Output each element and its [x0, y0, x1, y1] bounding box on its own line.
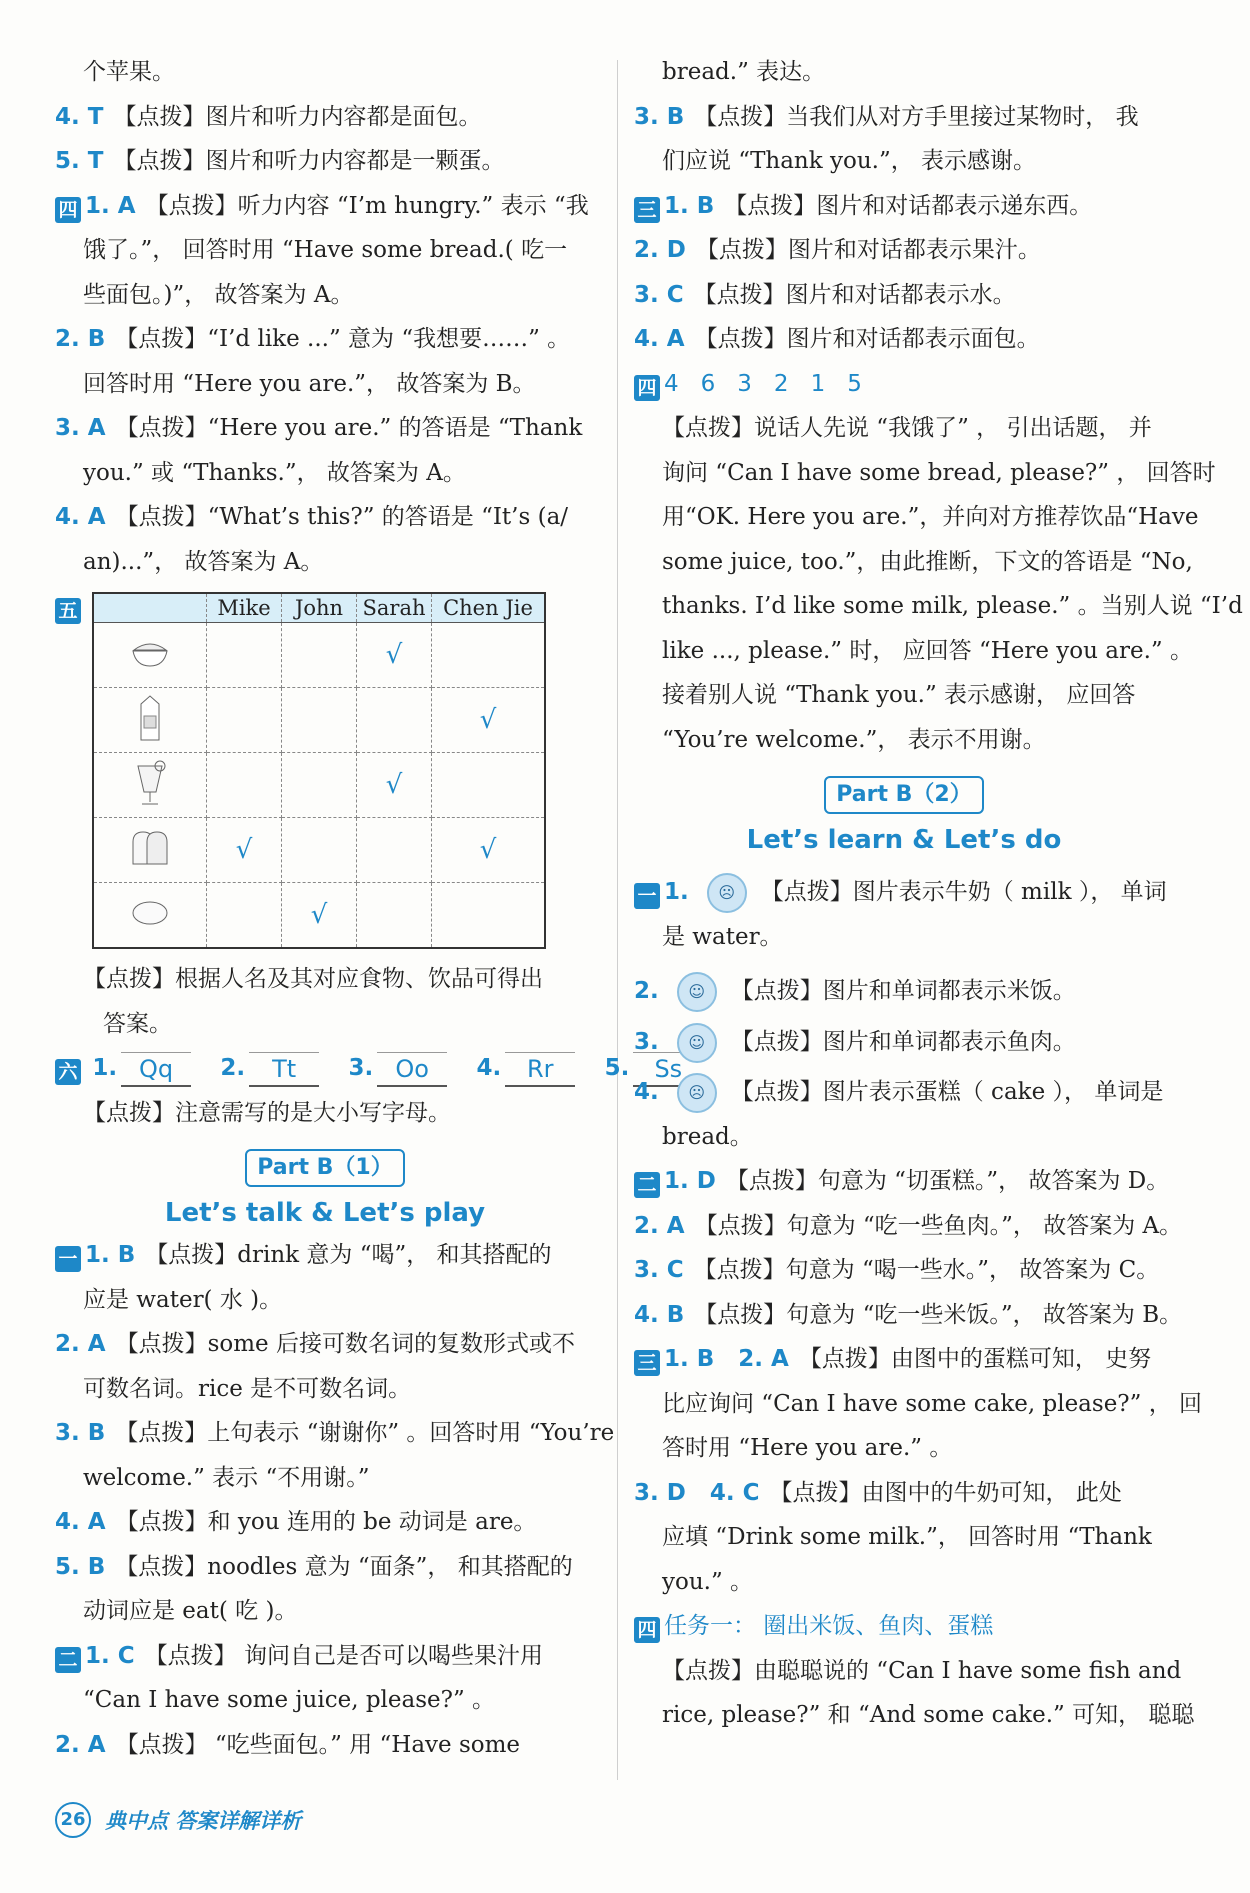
- table-cell: √: [207, 818, 282, 883]
- table-row: [93, 818, 545, 883]
- egg-icon: [93, 883, 207, 949]
- text-line: 【点拨】注意需写的是大小写字母。: [83, 1099, 451, 1126]
- table-cell: [282, 623, 357, 688]
- table-row: [93, 753, 545, 818]
- text-line: 们应说 “Thank you.”， 表示感谢。: [662, 148, 1037, 174]
- order-answer: 4 6 3 2 1 5: [664, 370, 862, 397]
- text-line: 答时用 “Here you are.” 。: [662, 1435, 953, 1461]
- text-line: “You’re welcome.”， 表示不用谢。: [662, 726, 1046, 753]
- text-line: 【点拨】图片和听力内容都是面包。: [113, 103, 482, 130]
- table-row: [93, 883, 545, 949]
- table-cell: √: [282, 883, 357, 949]
- answer-number: 5. B: [55, 1553, 106, 1580]
- text-line: 【点拨】图片表示牛奶（ milk ）， 单词: [760, 879, 1167, 905]
- section-badge: 二: [634, 1172, 660, 1198]
- table-cell: [357, 818, 432, 883]
- handwritten-letters: Tt: [249, 1052, 319, 1087]
- text-line: 【点拨】图片和对话都表示果汁。: [695, 237, 1041, 263]
- table-cell: [432, 883, 546, 949]
- table-cell: [432, 753, 546, 818]
- column-divider: [617, 60, 618, 1780]
- text-line: bread.” 表达。: [662, 59, 826, 85]
- table-cell: [207, 623, 282, 688]
- handwritten-letters: Ss: [633, 1052, 703, 1087]
- text-line: you.” 或 “Thanks.”， 故答案为 A。: [83, 459, 466, 486]
- table-row: [93, 623, 545, 688]
- text-line: an)...”， 故答案为 A。: [83, 548, 324, 575]
- answer-number: 3. B: [634, 103, 685, 130]
- text-line: 【点拨】“I’d like ...” 意为 “我想要……” 。: [115, 326, 571, 352]
- section-badge: 四: [634, 1617, 660, 1643]
- table-cell: [357, 883, 432, 949]
- text-line: 可数名词。rice 是不可数名词。: [83, 1375, 412, 1402]
- text-line: 【点拨】“Here you are.” 的答语是 “Thank: [115, 415, 583, 441]
- section-badge: 六: [55, 1059, 81, 1085]
- text-line: 【点拨】图片和单词都表示鱼肉。: [730, 1028, 1076, 1055]
- section-badge: 四: [634, 375, 660, 401]
- answer-number: 4. T: [55, 103, 104, 130]
- text-line: 些面包。)”， 故答案为 A。: [83, 281, 354, 308]
- answer-number: 3.: [634, 1028, 659, 1055]
- text-line: “Can I have some juice, please?” 。: [83, 1687, 496, 1713]
- text-line: 是 water。: [662, 923, 783, 950]
- text-line: you.” 。: [662, 1568, 754, 1595]
- answer-number: 3. A: [55, 415, 106, 441]
- text-line: 【点拨】图片和听力内容都是一颗蛋。: [113, 148, 505, 174]
- text-line: 【点拨】当我们从对方手里接过某物时， 我: [694, 103, 1139, 130]
- table-header-cell: John: [282, 593, 357, 623]
- section-badge: 三: [634, 1350, 660, 1376]
- text-line: 【点拨】由聪聪说的 “Can I have some fish and: [662, 1657, 1182, 1684]
- answer-number: 2.: [220, 1055, 246, 1081]
- text-line: 个苹果。: [83, 59, 175, 85]
- table-cell: [282, 818, 357, 883]
- page-number: 26: [55, 1802, 91, 1838]
- answer-number: 4. B: [634, 1301, 685, 1328]
- part-label: Part B（1）: [245, 1149, 404, 1187]
- text-line: 动词应是 eat( 吃 )。: [83, 1598, 298, 1624]
- answer-number: 3. C: [634, 281, 684, 308]
- text-line: 【点拨】句意为 “喝一些水。”， 故答案为 C。: [693, 1257, 1160, 1283]
- answer-number: 5.: [604, 1055, 630, 1081]
- table-header-cell: Chen Jie: [432, 593, 546, 623]
- text-line: 【点拨】由图中的牛奶可知， 此处: [769, 1479, 1122, 1506]
- answer-number: 1. B: [664, 192, 715, 219]
- answer-number: 4. A: [55, 504, 106, 530]
- text-line: 【点拨】句意为 “吃一些米饭。”， 故答案为 B。: [694, 1301, 1183, 1328]
- table-header-cell: Sarah: [357, 593, 432, 623]
- answer-number: 2. D: [634, 237, 686, 263]
- table-header-cell: [93, 593, 207, 623]
- answer-number: 4.: [634, 1079, 659, 1105]
- table-cell: √: [357, 753, 432, 818]
- answer-number: 3. B: [55, 1420, 106, 1446]
- text-line: 比应询问 “Can I have some cake, please?” ， 回: [662, 1390, 1203, 1417]
- section-badge: 五: [55, 598, 81, 624]
- answer-number: 1. C: [85, 1642, 135, 1669]
- section-badge: 三: [634, 197, 660, 223]
- table-cell: √: [357, 623, 432, 688]
- handwritten-letters: Oo: [377, 1052, 447, 1087]
- sad-face-icon: ☹: [707, 873, 747, 913]
- brand-label: 典中点 答案详解详析: [105, 1809, 302, 1833]
- table-cell: √: [432, 688, 546, 753]
- text-line: 【点拨】drink 意为 “喝”， 和其搭配的: [145, 1242, 552, 1268]
- text-line: 用“OK. Here you are.”，并向对方推荐饮品“Have: [662, 504, 1199, 530]
- text-line: 【点拨】说话人先说 “我饿了” ， 引出话题， 并: [662, 415, 1152, 441]
- happy-face-icon: ☺: [677, 972, 717, 1012]
- answer-number: 2. A: [55, 1731, 106, 1758]
- part-label: Part B（2）: [824, 776, 983, 814]
- rice-bowl-icon: [93, 623, 207, 688]
- text-line: 【点拨】“What’s this?” 的答语是 “It’s (a/: [115, 504, 569, 530]
- text-line: 答案。: [103, 1010, 172, 1037]
- answer-number: 1.: [92, 1055, 118, 1081]
- answer-number: 1. B: [85, 1242, 136, 1268]
- answer-number: 1. B 2. A: [664, 1346, 789, 1372]
- sad-face-icon: ☹: [677, 1073, 717, 1113]
- table-cell: √: [432, 818, 546, 883]
- answer-number: 2. B: [55, 326, 106, 352]
- table-cell: [207, 688, 282, 753]
- text-line: 应是 water( 水 )。: [83, 1286, 283, 1313]
- answer-number: 2. A: [634, 1212, 685, 1239]
- text-line: 【点拨】上句表示 “谢谢你” 。回答时用 “You’re: [115, 1420, 615, 1446]
- text-line: 饿了。”， 回答时用 “Have some bread.( 吃一: [83, 237, 568, 263]
- table-header-cell: Mike: [207, 593, 282, 623]
- text-line: 接着别人说 “Thank you.” 表示感谢， 应回答: [662, 682, 1136, 708]
- text-line: 【点拨】图片和对话都表示面包。: [694, 326, 1040, 352]
- table-cell: [357, 688, 432, 753]
- table-cell: [282, 753, 357, 818]
- answer-number: 4. A: [55, 1509, 106, 1535]
- table-cell: [207, 883, 282, 949]
- section-badge: 一: [634, 883, 660, 909]
- text-line: 【点拨】noodles 意为 “面条”， 和其搭配的: [115, 1553, 573, 1580]
- table-cell: [207, 753, 282, 818]
- text-line: thanks. I’d like some milk, please.” 。当别人说 “I’d: [662, 593, 1243, 619]
- answer-number: 5. T: [55, 148, 104, 174]
- answer-number: 3.: [348, 1055, 374, 1081]
- text-line: 【点拨】图片表示蛋糕（ cake ）， 单词是: [730, 1079, 1164, 1105]
- answer-number: 3. C: [634, 1257, 684, 1283]
- text-line: welcome.” 表示 “不用谢。”: [83, 1464, 370, 1491]
- text-line: 【点拨】根据人名及其对应食物、饮品可得出: [83, 966, 543, 992]
- happy-face-icon: ☺: [677, 1023, 717, 1063]
- answer-number: 1. D: [664, 1168, 716, 1194]
- part-title: Let’s learn & Let’s do: [746, 825, 1062, 855]
- answer-number: 1. A: [85, 192, 136, 219]
- text-line: 【点拨】和 you 连用的 be 动词是 are。: [115, 1509, 537, 1535]
- text-line: 应填 “Drink some milk.”， 回答时用 “Thank: [662, 1524, 1152, 1550]
- right-column: [634, 50, 1243, 1738]
- bread-icon: [93, 818, 207, 883]
- text-line: bread。: [662, 1123, 753, 1150]
- text-line: 【点拨】图片和单词都表示米饭。: [730, 978, 1076, 1004]
- task-heading: 任务一： 圈出米饭、鱼肉、蛋糕: [664, 1613, 994, 1639]
- answer-number: 1.: [664, 879, 689, 905]
- text-line: 【点拨】 询问自己是否可以喝些果汁用: [144, 1642, 543, 1669]
- page-footer: [55, 1800, 301, 1840]
- section-badge: 二: [55, 1647, 81, 1673]
- text-line: 回答时用 “Here you are.”， 故答案为 B。: [83, 370, 536, 397]
- table-cell: [282, 688, 357, 753]
- answer-table: [92, 592, 546, 949]
- part-title: Let’s talk & Let’s play: [164, 1198, 486, 1228]
- answer-number: 3. D 4. C: [634, 1479, 760, 1506]
- text-line: 【点拨】 “吃些面包。” 用 “Have some: [115, 1731, 521, 1758]
- text-line: 【点拨】听力内容 “I’m hungry.” 表示 “我: [145, 192, 589, 219]
- text-line: 询问 “Can I have some bread, please?” ， 回答时: [662, 459, 1216, 486]
- table-cell: [432, 623, 546, 688]
- juice-glass-icon: [93, 753, 207, 818]
- text-line: like ..., please.” 时， 应回答 “Here you are.” 。: [662, 637, 1193, 664]
- text-line: some juice, too.”，由此推断，下文的答语是 “No,: [662, 548, 1193, 575]
- answer-number: 4.: [476, 1055, 502, 1081]
- text-line: 【点拨】句意为 “切蛋糕。”， 故答案为 D。: [725, 1168, 1170, 1194]
- text-line: 【点拨】图片和对话都表示递东西。: [724, 192, 1093, 219]
- answer-number: 2.: [634, 978, 659, 1004]
- text-line: 【点拨】句意为 “吃一些鱼肉。”， 故答案为 A。: [694, 1212, 1183, 1239]
- answer-number: 2. A: [55, 1331, 106, 1357]
- handwritten-letters: Rr: [505, 1052, 575, 1087]
- text-line: 【点拨】图片和对话都表示水。: [693, 281, 1016, 308]
- milk-carton-icon: [93, 688, 207, 753]
- answer-number: 4. A: [634, 326, 685, 352]
- section-badge: 一: [55, 1246, 81, 1272]
- section-badge: 四: [55, 197, 81, 223]
- text-line: rice, please?” 和 “And some cake.” 可知， 聪聪: [662, 1702, 1195, 1728]
- table-row: [93, 688, 545, 753]
- text-line: 【点拨】由图中的蛋糕可知， 史努: [798, 1346, 1152, 1372]
- table-header-row: [93, 593, 545, 623]
- handwritten-letters: Qq: [121, 1052, 191, 1087]
- text-line: 【点拨】some 后接可数名词的复数形式或不: [115, 1331, 575, 1357]
